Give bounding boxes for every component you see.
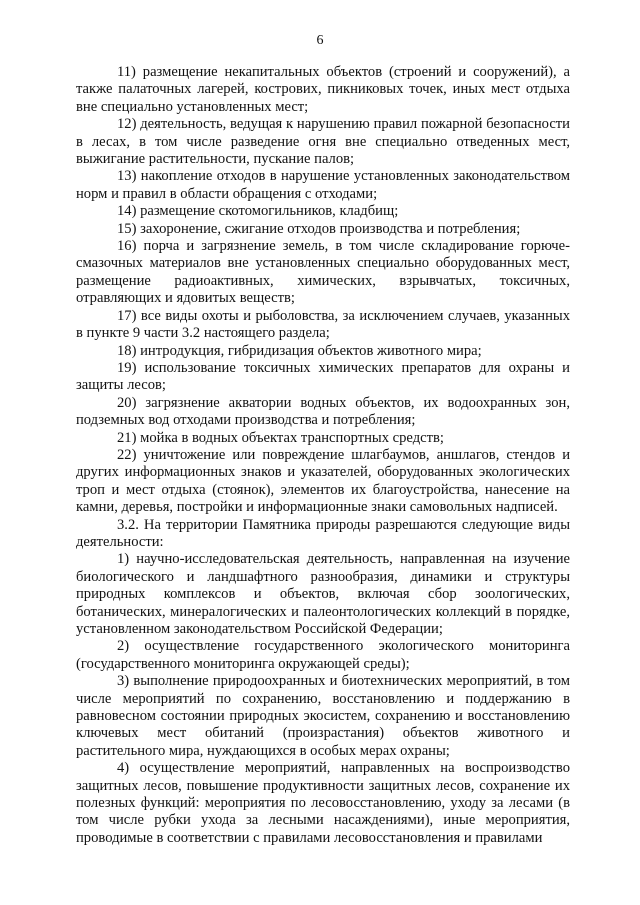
paragraph-item-15: 15) захоронение, сжигание отходов производства и потребления; — [117, 220, 521, 237]
permitted-item-4: 4) осуществление мероприятий, направленных на воспроизводство защитных лесов, повышение продуктивности защитных лесов, сохранение их полезных функций: мероприятия по лесовосстановлению, уходу за лесами (в том числе рубки ухода за лесными насаждениями), иные мероприятия, проводимые в соответствии с правилами лесовосстановления и правилами — [76, 760, 570, 846]
paragraph-item-21: 21) мойка в водных объектах транспортных средств; — [117, 429, 444, 446]
paragraph-item-17: 17) все виды охоты и рыболовства, за исключением случаев, указанных в пункте 9 части 3.2 настоящего раздела; — [76, 307, 570, 342]
paragraph-item-20: 20) загрязнение акватории водных объектов, их водоохранных зон, подземных вод отходами производства и потребления; — [76, 394, 570, 429]
permitted-item-2: 2) осуществление государственного экологического мониторинга (государственного мониторинга окружающей среды); — [76, 638, 570, 672]
section-heading-3-2: 3.2. На территории Памятника природы разрешаются следующие виды деятельности: — [76, 516, 570, 550]
paragraph-item-14: 14) размещение скотомогильников, кладбищ; — [117, 203, 399, 220]
paragraph-item-16: 16) порча и загрязнение земель, в том числе складирование горюче-смазочных материалов вне установленных специально оборудованных мест, размещение радиоактивных, химических, взрывчатых, токсичных, отравляющих и ядовитых веществ; — [76, 238, 570, 307]
page-number: 6 — [316, 33, 324, 48]
paragraph-item-18: 18) интродукция, гибридизация объектов животного мира; — [117, 342, 482, 359]
paragraph-item-19: 19) использование токсичных химических препаратов для охраны и защиты лесов; — [76, 359, 570, 394]
permitted-item-3: 3) выполнение природоохранных и биотехнических мероприятий, в том числе мероприятий по сохранению, восстановлению и поддержанию в равновесном состоянии природных экосистем, сохранению и восстановлению ключевых мест обитаний (произрастания) объектов животного и растительного мира, нуждающихся в особых мерах охраны; — [76, 673, 570, 759]
paragraph-item-22: 22) уничтожение или повреждение шлагбаумов, аншлагов, стендов и других информационных знаков и указателей, оборудованных экологических троп и мест отдыха (стоянок), элементов их благоустройства, нанесение на камни, деревья, постройки и информационные знаки самовольных надписей. — [76, 446, 570, 516]
paragraph-item-13: 13) накопление отходов в нарушение установленных законодательством норм и правил в области обращения с отходами; — [76, 168, 570, 202]
permitted-item-1: 1) научно-исследовательская деятельность, направленная на изучение биологического и ландшафтного разнообразия, динамики и структуры природных комплексов и объектов, включая сбор зоологических, ботанических, минералогических и палеонтологических коллекций в порядке, установленном законодательством Российской Федерации; — [76, 551, 570, 637]
paragraph-item-12: 12) деятельность, ведущая к нарушению правил пожарной безопасности в лесах, в том числе разведение огня вне специально отведенных мест, выжигание растительности, пускание палов; — [76, 116, 570, 168]
paragraph-item-11: 11) размещение некапитальных объектов (строений и сооружений), а также палаточных лагерей, кострових, пикниковых точек, иных мест отдыха вне специально установленных мест; — [76, 64, 570, 115]
document-body — [76, 64, 570, 847]
